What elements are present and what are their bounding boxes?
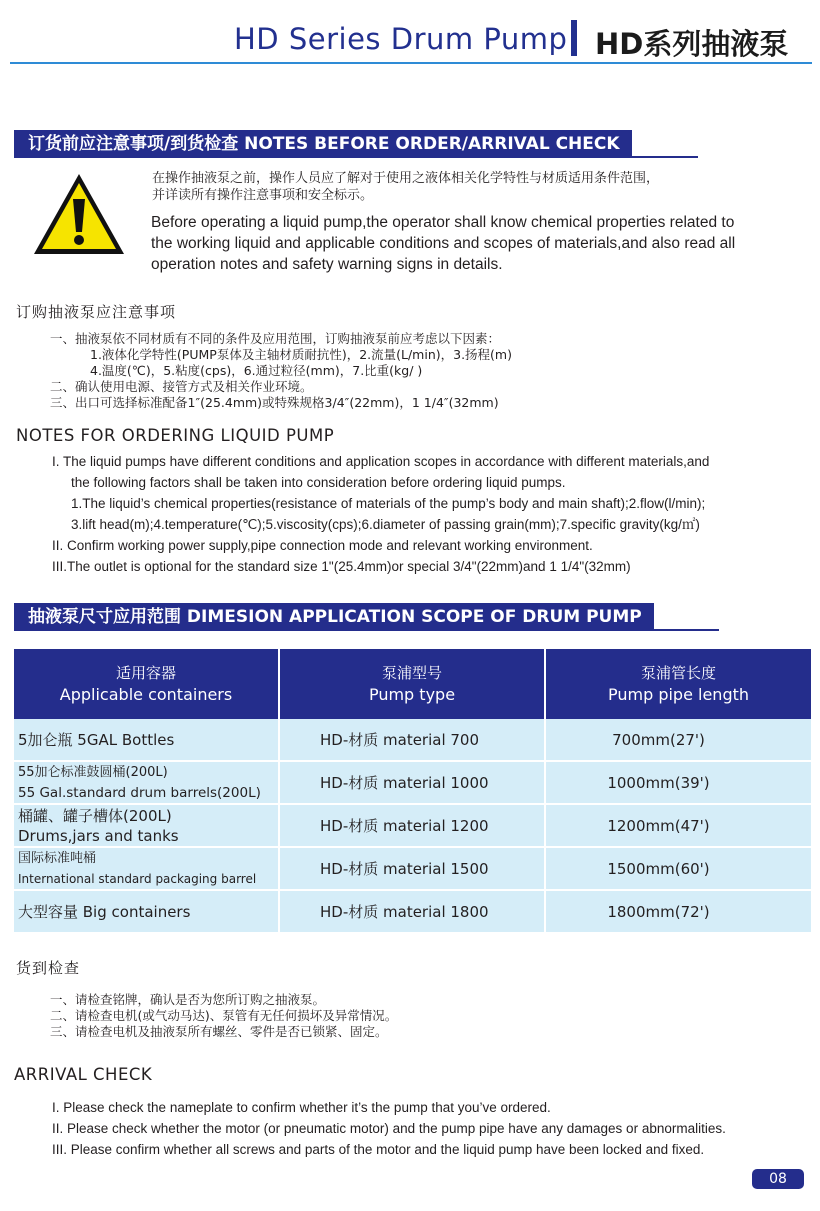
header-cn: 适用容器 (115, 664, 176, 682)
ordering-en-line: 1.The liquid’s chemical properties(resistance of materials of the pump’s body and main shaft);2.flow(l/min); (71, 496, 706, 511)
ordering-en-line: the following factors shall be taken into consideration before ordering liquid pumps. (71, 475, 566, 490)
notes-cn-paragraph (152, 170, 659, 204)
container-text: 桶罐、罐子槽体(200L) (18, 806, 172, 825)
ordering-cn-line: 1.液体化学特性(PUMP泵体及主轴材质耐抗性)，2.流量(L/min)，3.扬程(m) (90, 347, 512, 362)
header-en: Pump pipe length (607, 685, 750, 704)
container-text: 国际标准吨桶 (18, 850, 97, 866)
notes-en-line: Before operating a liquid pump,the operator shall know chemical properties related to (151, 214, 735, 231)
banner-underline (14, 156, 698, 158)
ordering-cn-list (50, 331, 512, 411)
ordering-en-line: 3.lift head(m);4.temperature(℃);5.viscosity(cps);6.diameter of passing grain(mm);7.specific gravity(kg/㎡) (71, 517, 700, 532)
ordering-en-list (52, 451, 709, 577)
ordering-en-line: II. Confirm working power supply,pipe connection mode and relevant working environment. (52, 538, 593, 553)
header-pump-type (279, 649, 545, 719)
container-text: 大型容量 Big containers (18, 902, 191, 921)
header-containers (14, 649, 279, 719)
cell-container (14, 847, 279, 890)
ordering-cn-line: 三、出口可选择标准配备1″(25.4mm)或特殊规格3/4″(22mm)，1 1/4″(32mm) (50, 395, 499, 410)
header-en: Applicable containers (59, 685, 233, 704)
notes-cn-line: 并详读所有操作注意事项和安全标示。 (152, 188, 374, 203)
arrival-en-line: III. Please confirm whether all screws and parts of the motor and the liquid pump have been locked and fixed. (52, 1142, 705, 1157)
arrival-en-line: I. Please check the nameplate to confirm whether it’s the pump that you’ve ordered. (52, 1100, 551, 1115)
cell-container (14, 719, 279, 761)
header-divider (571, 20, 577, 56)
container-text: 55 Gal.standard drum barrels(200L) (18, 784, 261, 801)
banner-underline (14, 629, 719, 631)
arrival-cn-line: 二、请检查电机(或气动马达)、泵管有无任何损坏及异常情况。 (50, 1008, 398, 1023)
table-row (14, 847, 811, 890)
container-text: International standard packaging barrel (18, 871, 257, 886)
ordering-en-line: III.The outlet is optional for the standard size 1"(25.4mm)or special 3/4"(22mm)and 1 1/4"(32mm) (52, 559, 631, 574)
ordering-en-heading: NOTES FOR ORDERING LIQUID PUMP (16, 426, 335, 445)
header-title-en: HD Series Drum Pump (234, 22, 568, 56)
header-title-cn: HD系列抽液泵 (595, 27, 789, 61)
page-number: 08 (752, 1169, 804, 1189)
cell-pump-type: HD-材质 material 1200 (279, 804, 545, 847)
ordering-cn-line: 4.温度(℃)，5.粘度(cps)，6.通过粒径(mm)，7.比重(kg/ ) (90, 363, 423, 378)
dimension-table (14, 649, 811, 934)
cell-pump-type: HD-材质 material 1500 (279, 847, 545, 890)
header-pipe-length (545, 649, 811, 719)
arrival-cn-list (50, 992, 397, 1040)
arrival-cn-line: 一、请检查铭牌，确认是否为您所订购之抽液泵。 (50, 992, 326, 1007)
arrival-cn-line: 三、请检查电机及抽液泵所有螺丝、零件是否已锁紧、固定。 (50, 1024, 388, 1039)
table-row (14, 761, 811, 804)
cell-pump-type: HD-材质 material 1000 (279, 761, 545, 804)
cell-container (14, 804, 279, 847)
notes-cn-line: 在操作抽液泵之前，操作人员应了解对于使用之液体相关化学特性与材质适用条件范围， (152, 171, 660, 186)
warning-icon (32, 172, 126, 256)
table-row (14, 719, 811, 761)
header-rule (10, 62, 812, 64)
arrival-en-line: II. Please check whether the motor (or pneumatic motor) and the pump pipe have any damages or abnormalities. (52, 1121, 726, 1136)
table-header-row (14, 649, 811, 719)
header-cn: 泵浦管长度 (640, 664, 716, 682)
notes-en-paragraph (151, 212, 735, 275)
cell-pipe-length: 1500mm(60') (545, 847, 811, 890)
cell-pipe-length: 1200mm(47') (545, 804, 811, 847)
notes-en-line: the working liquid and applicable conditions and scopes of materials,and also read all (151, 235, 736, 252)
table-row (14, 804, 811, 847)
notes-before-order-banner: 订货前应注意事项/到货检查 NOTES BEFORE ORDER/ARRIVAL CHECK (14, 130, 632, 158)
container-text: Drums,jars and tanks (18, 826, 179, 845)
arrival-cn-heading: 货到检查 (16, 959, 81, 977)
ordering-en-line: I. The liquid pumps have different conditions and application scopes in accordance with different materials,and (52, 454, 710, 469)
cell-pipe-length: 700mm(27') (545, 719, 811, 761)
ordering-cn-line: 二、确认使用电源、接管方式及相关作业环境。 (50, 379, 313, 394)
notes-en-line: operation notes and safety warning signs in details. (151, 256, 503, 273)
container-text: 5加仑瓶 5GAL Bottles (18, 730, 175, 749)
cell-container (14, 761, 279, 804)
cell-pipe-length: 1000mm(39') (545, 761, 811, 804)
cell-container (14, 890, 279, 933)
header-en: Pump type (368, 685, 456, 704)
dimension-banner: 抽液泵尺寸应用范围 DIMESION APPLICATION SCOPE OF DRUM PUMP (14, 603, 654, 631)
header-cn: 泵浦型号 (381, 664, 442, 682)
ordering-cn-line: 一、抽液泵依不同材质有不同的条件及应用范围，订购抽液泵前应考虑以下因素： (50, 331, 501, 346)
cell-pump-type: HD-材质 material 1800 (279, 890, 545, 933)
table-row (14, 890, 811, 933)
ordering-cn-heading: 订购抽液泵应注意事项 (16, 303, 177, 321)
cell-pipe-length: 1800mm(72') (545, 890, 811, 933)
arrival-en-heading: ARRIVAL CHECK (14, 1065, 153, 1084)
container-text: 55加仑标准鼓圆桶(200L) (18, 764, 168, 780)
arrival-en-list (52, 1097, 726, 1160)
cell-pump-type: HD-材质 material 700 (279, 719, 545, 761)
